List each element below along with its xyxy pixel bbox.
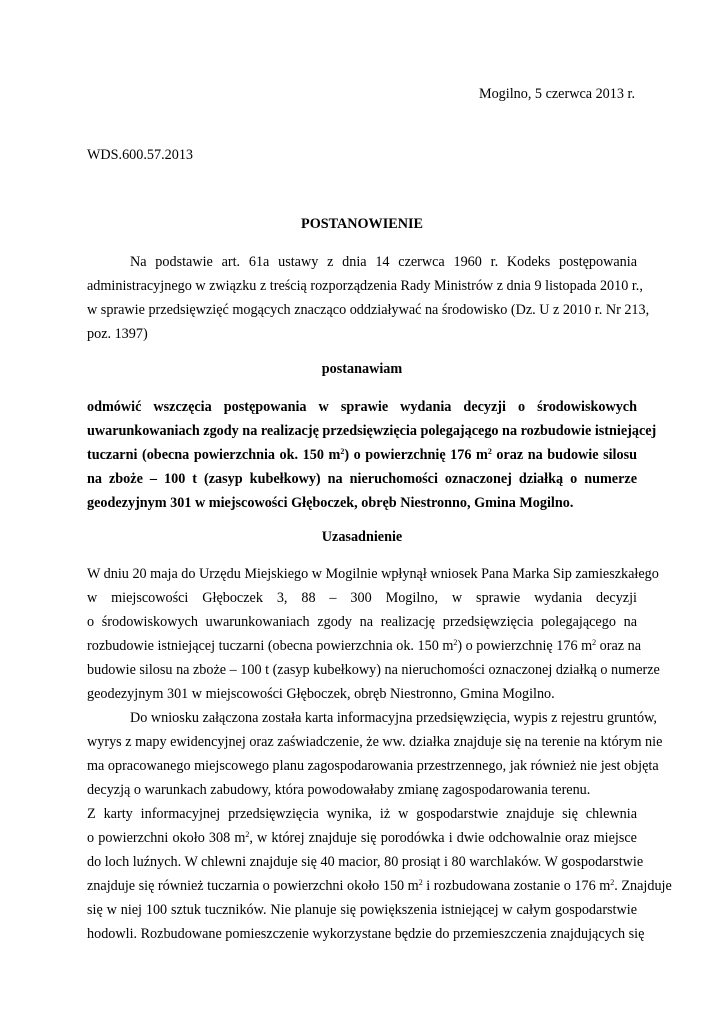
justification-paragraph-3	[87, 802, 672, 946]
decision-line: na zboże – 100 t (zasyp kubełkowy) na nieruchomości oznaczonej działką o numerze	[87, 471, 637, 487]
paragraph-text-part: ) o powierzchnię 176 m	[457, 638, 593, 654]
intro-line: poz. 1397)	[87, 326, 148, 342]
document-title: POSTANOWIENIE	[301, 216, 423, 232]
paragraph-line: ma opracowanego miejscowego planu zagospodarowania przestrzennego, jak również nie jest objęta	[87, 758, 659, 774]
decision-text-part: ) o powierzchnię 176 m	[344, 447, 488, 463]
paragraph-text-part: oraz na	[596, 638, 642, 654]
paragraph-line: Do wniosku załączona została karta informacyjna przedsięwzięcia, wypis z rejestru gruntów,	[130, 710, 657, 726]
paragraph-text-part: . Znajduje	[614, 878, 672, 894]
reference-number: WDS.600.57.2013	[87, 147, 194, 163]
paragraph-line: do loch luźnych. W chlewni znajduje się 40 macior, 80 prosiąt i 80 warchlaków. W gospodarstwie	[87, 854, 644, 870]
superscript: 2	[592, 638, 597, 647]
paragraph-line	[87, 634, 642, 658]
superscript: 2	[487, 447, 492, 456]
superscript: 2	[418, 878, 423, 887]
decision-heading: postanawiam	[321, 361, 403, 377]
intro-paragraph	[87, 250, 650, 346]
decision-text-part: tuczarni (obecna powierzchnia ok. 150 m	[87, 447, 341, 463]
paragraph-line: wyrys z mapy ewidencyjnej oraz zaświadczenie, że ww. działka znajduje się na terenie na którym nie	[87, 734, 663, 750]
intro-line: w sprawie przedsięwzięć mogących znacząco oddziaływać na środowisko (Dz. U z 2010 r. Nr 213,	[87, 302, 650, 318]
paragraph-line	[87, 874, 672, 898]
decision-text-part: oraz na budowie silosu	[491, 447, 637, 463]
paragraph-line: decyzją o warunkach zabudowy, która powodowałaby zmianę zagospodarowania terenu.	[87, 782, 591, 798]
decision-line: uwarunkowaniach zgody na realizację przedsięwzięcia polegającego na rozbudowie istniejącej	[87, 423, 657, 439]
paragraph-line: hodowli. Rozbudowane pomieszczenie wykorzystane będzie do przemieszczenia znajdujących się	[87, 926, 645, 942]
paragraph-line	[87, 826, 637, 850]
paragraph-text-part: o powierzchni około 308 m	[87, 830, 246, 846]
superscript: 2	[453, 638, 458, 647]
justification-paragraph-1	[87, 562, 660, 706]
paragraph-line: W dniu 20 maja do Urzędu Miejskiego w Mogilnie wpłynął wniosek Pana Marka Sip zamieszkałego	[87, 566, 659, 582]
decision-text	[87, 395, 657, 515]
paragraph-text-part: rozbudowie istniejącej tuczarni (obecna powierzchnia ok. 150 m	[87, 638, 454, 654]
superscript: 2	[610, 878, 615, 887]
decision-line	[87, 443, 637, 467]
paragraph-line: budowie silosu na zboże – 100 t (zasyp kubełkowy) na nieruchomości oznaczonej działką o numerze	[87, 662, 660, 678]
superscript: 2	[340, 447, 345, 456]
paragraph-line: w miejscowości Głęboczek 3, 88 – 300 Mogilno, w sprawie wydania decyzji	[87, 590, 637, 606]
paragraph-line: geodezyjnym 301 w miejscowości Głęboczek, obręb Niestronno, Gmina Mogilno.	[87, 686, 555, 702]
paragraph-line: Z karty informacyjnej przedsięwzięcia wynika, iż w gospodarstwie znajduje się chlewnia	[87, 806, 637, 822]
paragraph-line: się w niej 100 sztuk tuczników. Nie planuje się powiększenia istniejącej w całym gospodarstwie	[87, 902, 637, 918]
place-date: Mogilno, 5 czerwca 2013 r.	[478, 86, 635, 102]
decision-line: odmówić wszczęcia postępowania w sprawie wydania decyzji o środowiskowych	[87, 399, 637, 415]
paragraph-text-part: i rozbudowana zostanie o 176 m	[422, 878, 611, 894]
superscript: 2	[245, 830, 250, 839]
justification-paragraph-2	[87, 706, 663, 802]
decision-line: geodezyjnym 301 w miejscowości Głęboczek, obręb Niestronno, Gmina Mogilno.	[87, 495, 574, 511]
intro-line: administracyjnego w związku z treścią rozporządzenia Rady Ministrów z dnia 9 listopada 2010 r.,	[87, 278, 643, 294]
paragraph-text-part: znajduje się również tuczarnia o powierzchni około 150 m	[87, 878, 419, 894]
justification-heading: Uzasadnienie	[321, 529, 403, 545]
paragraph-text-part: , w której znajduje się porodówka i dwie odchowalnie oraz miejsce	[249, 830, 637, 846]
paragraph-line: o środowiskowych uwarunkowaniach zgody na realizację przedsięwzięcia polegającego na	[87, 614, 637, 630]
intro-line: Na podstawie art. 61a ustawy z dnia 14 czerwca 1960 r. Kodeks postępowania	[130, 254, 637, 270]
